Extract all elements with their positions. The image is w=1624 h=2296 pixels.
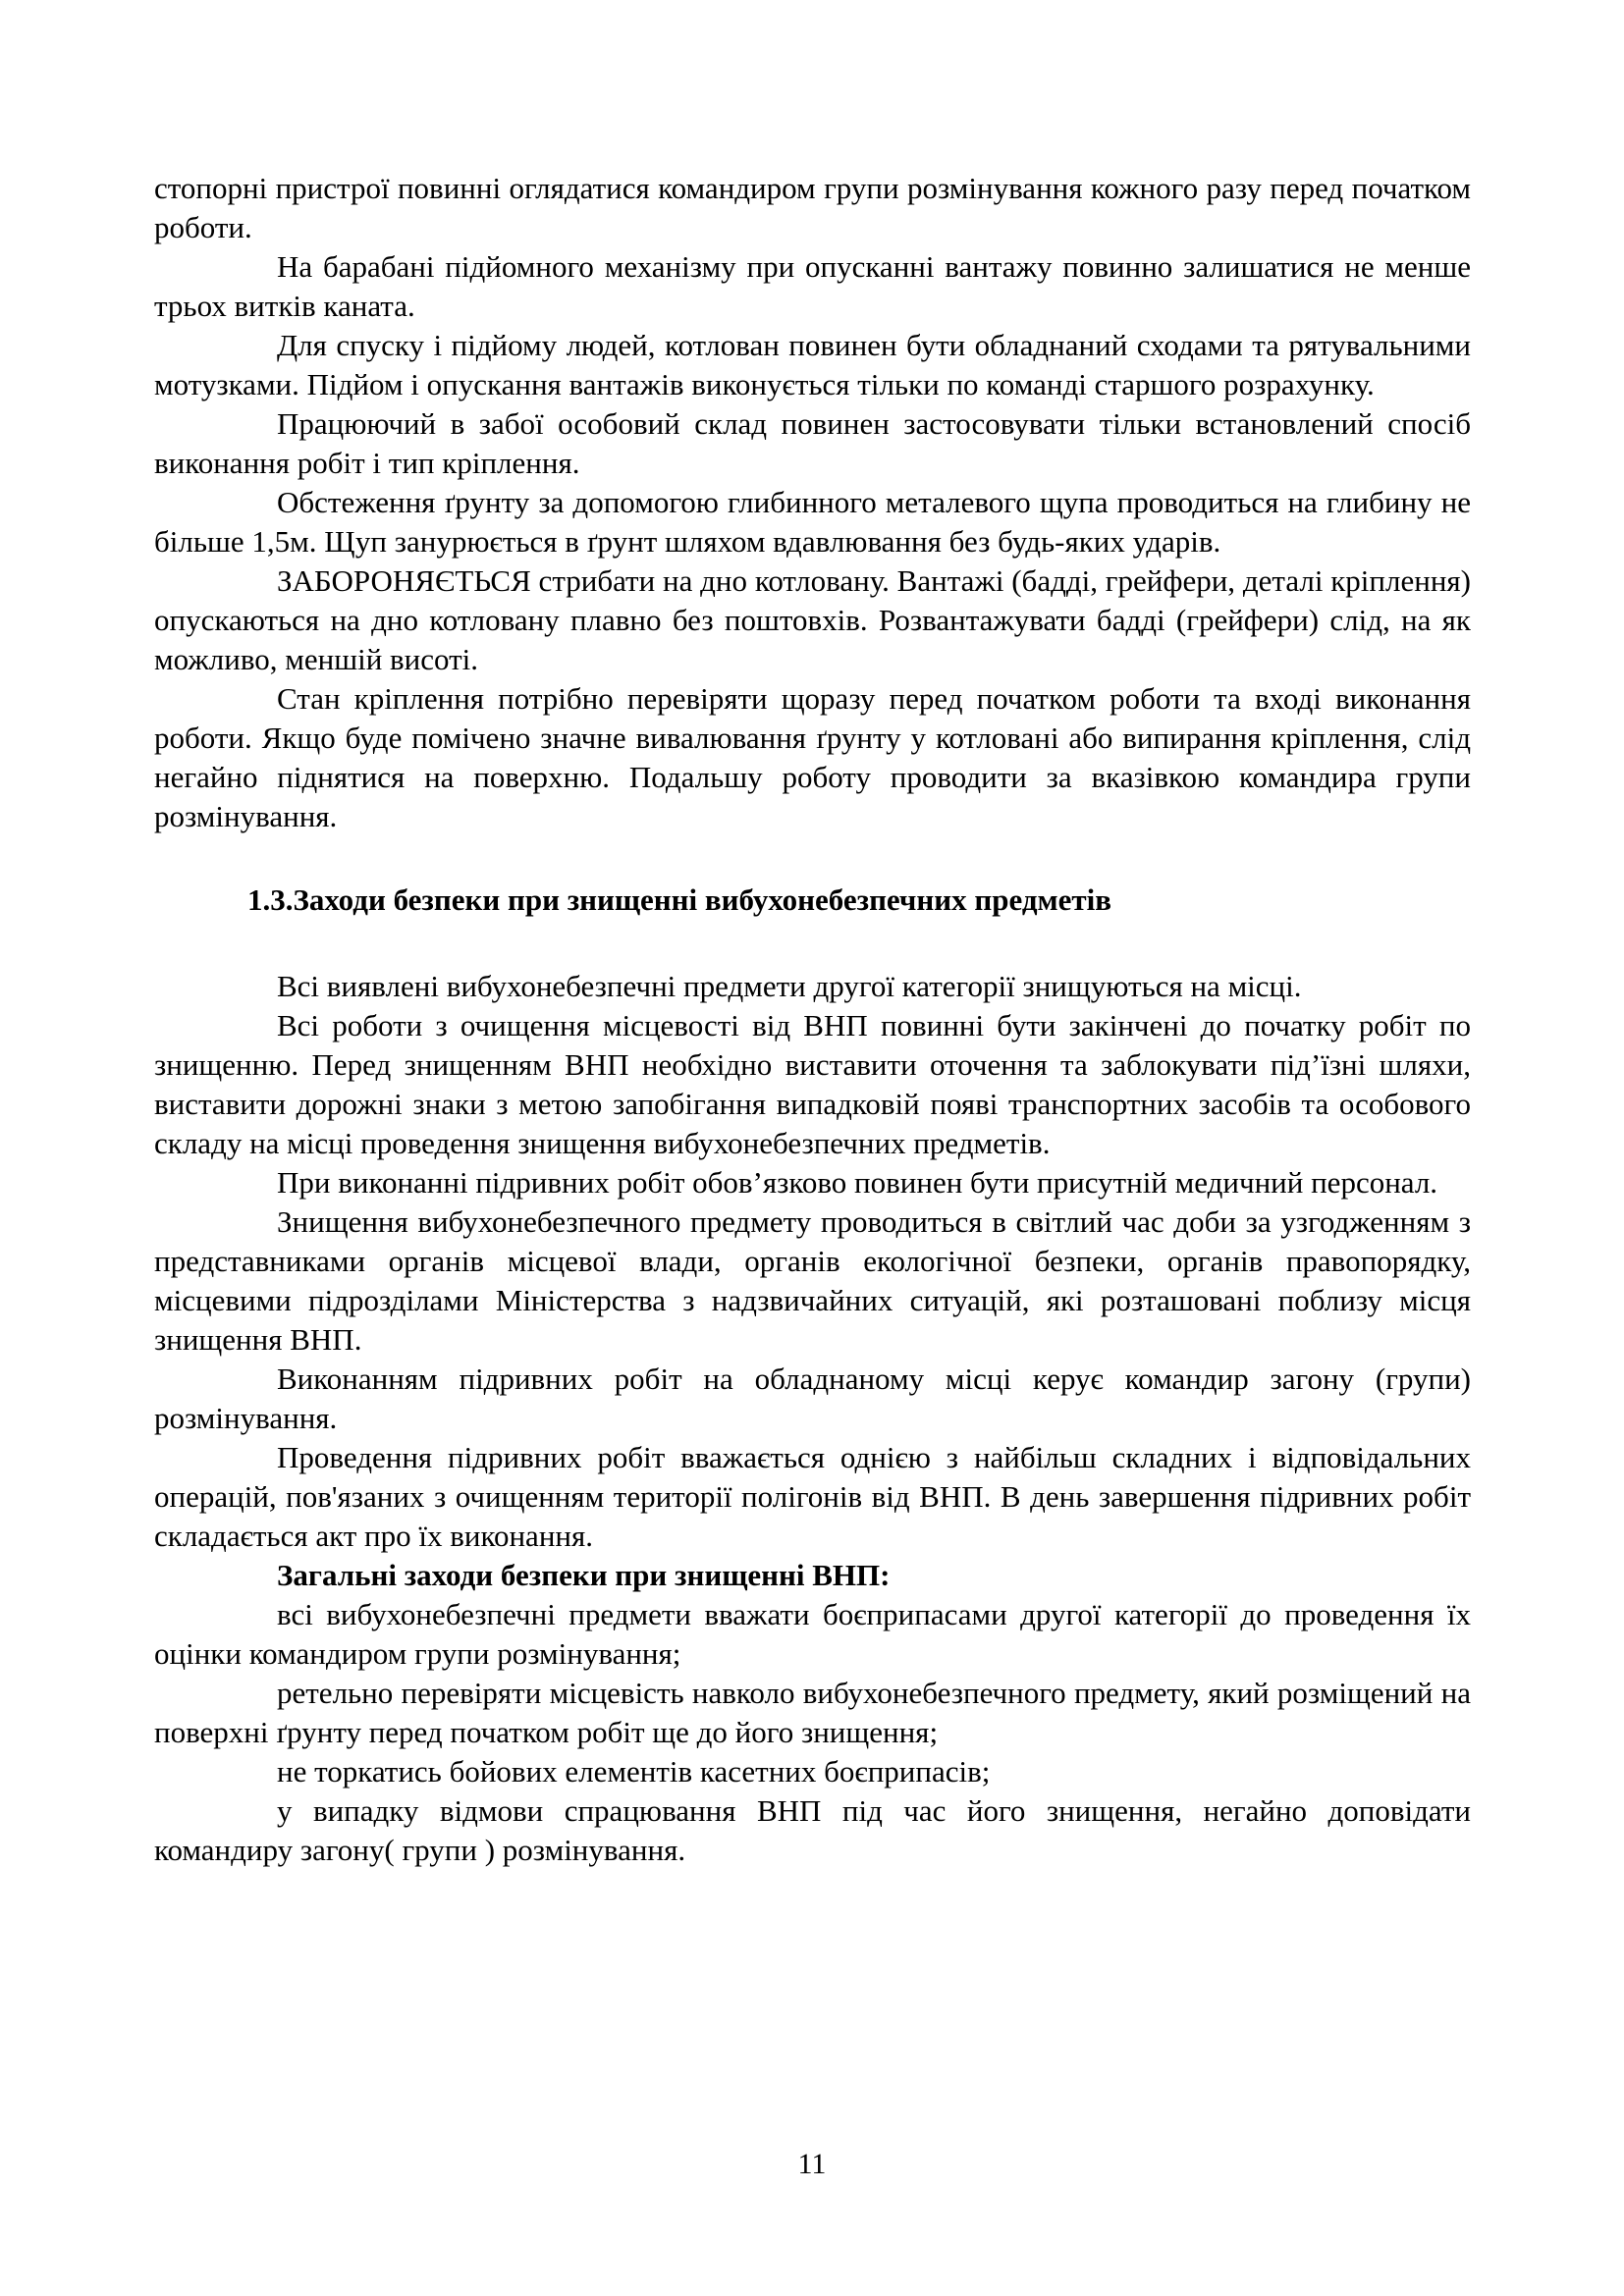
section-heading: 1.3.Заходи безпеки при знищенні вибухонебезпечних предметів: [247, 882, 1111, 917]
body-paragraph: Всі роботи з очищення місцевості від ВНП повинні бути закінчені до початку робіт по знищенню. Перед знищенням ВНП необхідно виставити оточення та заблокувати під’їзні шляхи, виставити дорожні знаки з метою запобігання випадковій появі транспортних засобів та особового складу на місці проведення знищення вибухонебезпечних предметів.: [154, 1008, 1471, 1160]
body-paragraph: Для спуску і підйому людей, котлован повинен бути обладнаний сходами та рятувальними мотузками. Підйом і опускання вантажів виконується тільки по команді старшого розрахунку.: [154, 328, 1471, 401]
body-paragraph: ретельно перевіряти місцевість навколо вибухонебезпечного предмету, який розміщений на поверхні ґрунту перед початком робіт ще до його знищення;: [154, 1676, 1471, 1749]
body-paragraph: у випадку відмови спрацювання ВНП під час його знищення, негайно доповідати командиру загону( групи ) розмінування.: [154, 1793, 1471, 1867]
body-paragraph: Стан кріплення потрібно перевіряти щоразу перед початком роботи та вході виконання роботи. Якщо буде помічено значне вивалювання ґрунту у котловані або випирання кріплення, слід негайно піднятися на поверхню. Подальшу роботу проводити за вказівкою командира групи розмінування.: [154, 681, 1471, 833]
body-paragraph: Знищення вибухонебезпечного предмету проводиться в світлий час доби за узгодженням з представниками органів місцевої влади, органів екологічної безпеки, органів правопорядку, місцевими підрозділами Міністерства з надзвичайних ситуацій, які розташовані поблизу місця знищення ВНП.: [154, 1204, 1471, 1357]
body-paragraph: При виконанні підривних робіт обов’язково повинен бути присутній медичний персонал.: [277, 1165, 1438, 1200]
body-paragraph: ЗАБОРОНЯЄТЬСЯ стрибати на дно котловану. Вантажі (бадді, грейфери, деталі кріплення) опускаються на дно котловану плавно без поштовхів. Розвантажувати бадді (грейфери) слід, на як можливо, меншій висоті.: [154, 563, 1471, 676]
body-paragraph: Виконанням підривних робіт на обладнаному місці керує командир загону (групи) розмінування.: [154, 1362, 1471, 1435]
body-paragraph: всі вибухонебезпечні предмети вважати боєприпасами другої категорії до проведення їх оцінки командиром групи розмінування;: [154, 1597, 1471, 1671]
body-paragraph: не торкатись бойових елементів касетних боєприпасів;: [277, 1754, 991, 1789]
body-paragraph: Всі виявлені вибухонебезпечні предмети другої категорії знищуються на місці.: [277, 969, 1302, 1003]
body-paragraph: Проведення підривних робіт вважається однією з найбільш складних і відповідальних операцій, пов'язаних з очищенням території полігонів від ВНП. В день завершення підривних робіт складається акт про їх виконання.: [154, 1440, 1471, 1553]
body-paragraph: стопорні пристрої повинні оглядатися командиром групи розмінування кожного разу перед початком роботи.: [154, 171, 1471, 244]
document-body: [154, 169, 1471, 1870]
body-paragraph: На барабані підйомного механізму при опусканні вантажу повинно залишатися не менше трьох витків каната.: [154, 249, 1471, 323]
page-footer: [0, 2146, 1624, 2183]
body-paragraph: Обстеження ґрунту за допомогою глибинного металевого щупа проводиться на глибину не більше 1,5м. Щуп занурюється в ґрунт шляхом вдавлювання без будь-яких ударів.: [154, 485, 1471, 559]
body-paragraph: Працюючий в забої особовий склад повинен застосовувати тільки встановлений спосіб виконання робіт і тип кріплення.: [154, 406, 1471, 480]
page-number: 11: [797, 2148, 827, 2180]
subsection-heading: Загальні заходи безпеки при знищенні ВНП:: [277, 1558, 891, 1592]
